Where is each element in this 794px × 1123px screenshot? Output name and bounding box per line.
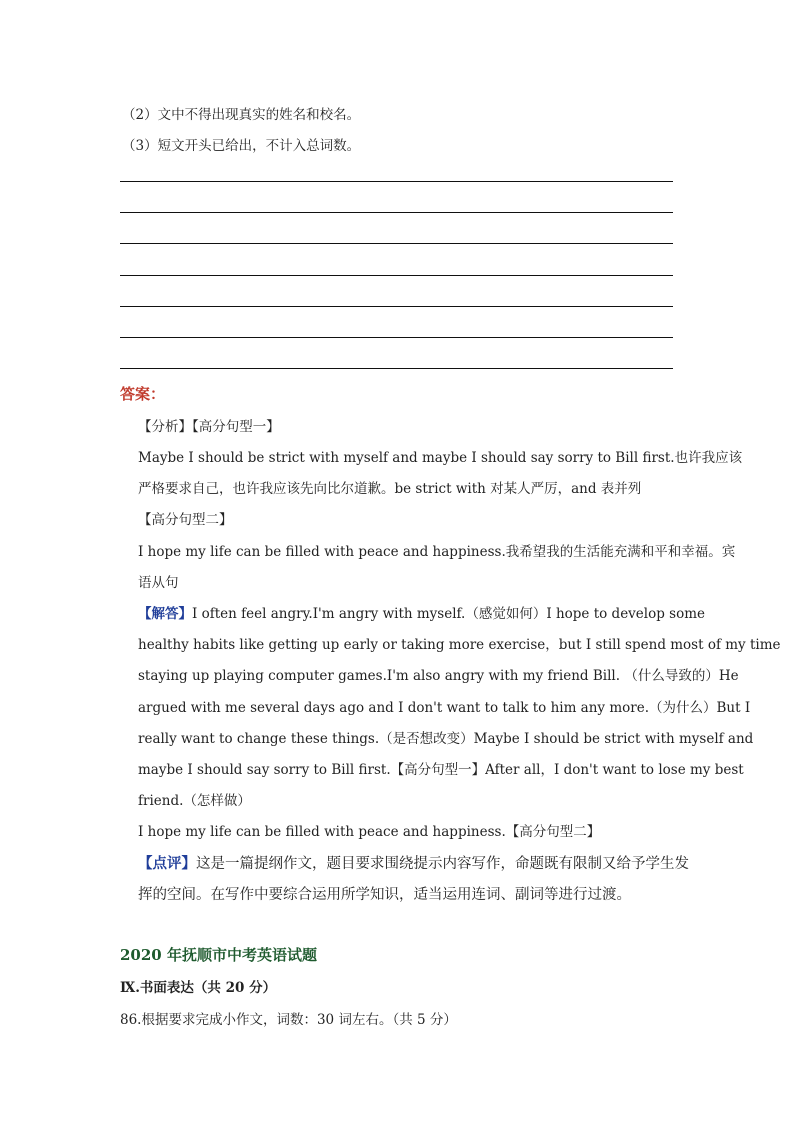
question-86: 86.根据要求完成小作文，词数：30 词左右。（共 5 分） (120, 1012, 457, 1028)
writing-line (120, 337, 673, 338)
solution-tag: 【解答】 (138, 606, 192, 622)
writing-line (120, 306, 673, 307)
solution-line-1: 【解答】I often feel angry.I'm angry with myself.（感觉如何）I hope to develop some (138, 606, 706, 622)
section-heading: Ⅸ.书面表达（共 20 分） (120, 980, 277, 996)
pattern-two-tag: 【高分句型二】 (138, 512, 233, 528)
analysis-tag: 【分析】 (138, 419, 192, 435)
pattern-two-tag: 【高分句型二】 (505, 824, 601, 840)
analysis-sentence-1-cont: 严格要求自己，也许我应该先向比尔道歉。be strict with 对某人严厉，and 表并列 (138, 481, 642, 497)
analysis-sentence-2-cont: 语从句 (138, 575, 179, 591)
comment-line-1: 【点评】这是一篇提纲作文，题目要求围绕提示内容写作，命题既有限制又给予学生发 (138, 855, 689, 872)
writing-line (120, 368, 673, 369)
solution-line-4: argued with me several days ago and I don't want to talk to him any more.（为什么）But I (138, 700, 751, 716)
solution-line-8: I hope my life can be filled with peace and happiness.【高分句型二】 (138, 824, 601, 840)
writing-line (120, 181, 673, 182)
writing-line (120, 275, 673, 276)
solution-line-6: maybe I should say sorry to Bill first.【高分句型一】After all，I don't want to lose my best (138, 762, 744, 778)
solution-line-2: healthy habits like getting up early or taking more exercise，but I still spend most of my time (138, 637, 781, 653)
exam-title: 2020 年抚顺市中考英语试题 (120, 946, 317, 964)
writing-line (120, 243, 673, 244)
answer-label: 答案： (120, 385, 166, 403)
requirement-2: （2）文中不得出现真实的姓名和校名。 (122, 107, 361, 123)
analysis-sentence-1: Maybe I should be strict with myself and maybe I should say sorry to Bill first.也许我应该 (138, 450, 743, 466)
analysis-heading (138, 415, 280, 435)
solution-line-7: friend.（怎样做） (138, 793, 251, 809)
analysis-sentence-2: I hope my life can be filled with peace and happiness.我希望我的生活能充满和平和幸福。宾 (138, 544, 736, 560)
pattern-one-tag: 【高分句型一】 (192, 419, 280, 435)
requirement-3: （3）短文开头已给出，不计入总词数。 (122, 138, 361, 154)
comment-line-2: 挥的空间。在写作中要综合运用所学知识，适当运用连词、副词等进行过渡。 (138, 887, 631, 903)
pattern-one-tag: 【高分句型一】 (390, 762, 486, 778)
writing-line (120, 212, 673, 213)
solution-line-3: staying up playing computer games.I'm also angry with my friend Bill. （什么导致的）He (138, 668, 739, 684)
solution-line-5: really want to change these things.（是否想改变）Maybe I should be strict with myself and (138, 731, 754, 747)
comment-tag: 【点评】 (138, 855, 196, 872)
